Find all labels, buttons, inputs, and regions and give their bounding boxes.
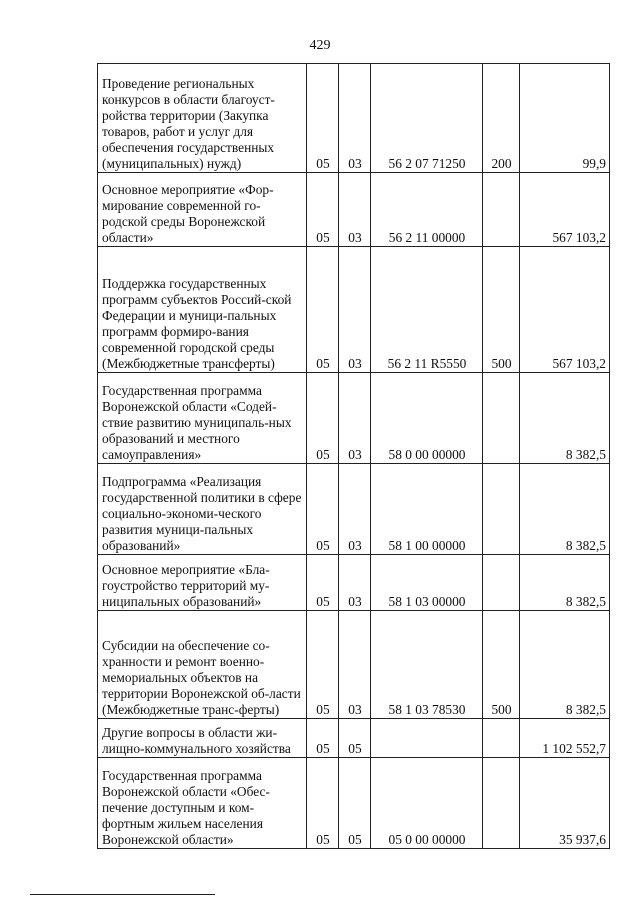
row-expense-type: 500: [483, 247, 520, 373]
row-section: 05: [307, 64, 339, 173]
row-expense-type: [483, 555, 520, 611]
row-expense-type: [483, 173, 520, 247]
table-row: [98, 555, 610, 611]
row-subsection: 03: [339, 247, 371, 373]
row-name: Основное мероприятие «Бла-гоустройство территорий му-ниципальных образований»: [98, 555, 307, 611]
row-sum: 1 102 552,7: [520, 719, 610, 758]
row-name: Поддержка государственных программ субъектов Россий-ской Федерации и муници-пальных программ формиро-вания современной городской среды (Межбюджетные трансферты): [98, 247, 307, 373]
table-row: [98, 173, 610, 247]
row-subsection: 05: [339, 719, 371, 758]
row-section: 05: [307, 173, 339, 247]
row-section: 05: [307, 247, 339, 373]
row-code: 58 1 03 78530: [371, 611, 483, 719]
row-name: Проведение региональных конкурсов в области благоуст-ройства территории (Закупка товаров, работ и услуг для обеспечения государственных (муниципальных) нужд): [98, 64, 307, 173]
row-code: 56 2 11 00000: [371, 173, 483, 247]
table-row: [98, 64, 610, 173]
row-sum: 8 382,5: [520, 373, 610, 464]
row-sum: 567 103,2: [520, 173, 610, 247]
row-code: [371, 719, 483, 758]
row-name: Основное мероприятие «Фор-мирование современной го-родской среды Воронежской области»: [98, 173, 307, 247]
row-name: Государственная программа Воронежской области «Содей-ствие развитию муниципаль-ных образований и местного самоуправления»: [98, 373, 307, 464]
table-row: [98, 719, 610, 758]
row-expense-type: [483, 758, 520, 849]
row-section: 05: [307, 611, 339, 719]
row-sum: 35 937,6: [520, 758, 610, 849]
row-code: 58 1 00 00000: [371, 464, 483, 555]
row-section: 05: [307, 758, 339, 849]
row-expense-type: [483, 373, 520, 464]
row-code: 56 2 11 R5550: [371, 247, 483, 373]
row-sum: 8 382,5: [520, 464, 610, 555]
row-sum: 99,9: [520, 64, 610, 173]
table-row: [98, 611, 610, 719]
row-subsection: 03: [339, 611, 371, 719]
row-expense-type: 200: [483, 64, 520, 173]
row-subsection: 03: [339, 373, 371, 464]
table-row: [98, 247, 610, 373]
row-name: Государственная программа Воронежской области «Обес-печение доступным и ком-фортным жильем населения Воронежской области»: [98, 758, 307, 849]
budget-table: [97, 63, 610, 849]
row-sum: 8 382,5: [520, 555, 610, 611]
table-row: [98, 758, 610, 849]
row-subsection: 05: [339, 758, 371, 849]
row-code: 56 2 07 71250: [371, 64, 483, 173]
row-name: Другие вопросы в области жи-лищно-коммунального хозяйства: [98, 719, 307, 758]
row-subsection: 03: [339, 464, 371, 555]
row-code: 05 0 00 00000: [371, 758, 483, 849]
row-code: 58 0 00 00000: [371, 373, 483, 464]
row-name: Подпрограмма «Реализация государственной политики в сфере социально-экономи-ческого развития муници-пальных образований»: [98, 464, 307, 555]
row-sum: 8 382,5: [520, 611, 610, 719]
row-section: 05: [307, 373, 339, 464]
page-number: 429: [309, 38, 331, 53]
row-code: 58 1 03 00000: [371, 555, 483, 611]
row-name: Субсидии на обеспечение со-хранности и ремонт военно-мемориальных объектов на территории Воронежской об-ласти (Межбюджетные транс-ферты): [98, 611, 307, 719]
row-subsection: 03: [339, 555, 371, 611]
footnote-rule: [30, 894, 215, 895]
row-sum: 567 103,2: [520, 247, 610, 373]
row-section: 05: [307, 555, 339, 611]
row-expense-type: [483, 719, 520, 758]
row-section: 05: [307, 464, 339, 555]
row-section: 05: [307, 719, 339, 758]
row-expense-type: 500: [483, 611, 520, 719]
table-row: [98, 373, 610, 464]
row-expense-type: [483, 464, 520, 555]
row-subsection: 03: [339, 64, 371, 173]
table-row: [98, 464, 610, 555]
row-subsection: 03: [339, 173, 371, 247]
